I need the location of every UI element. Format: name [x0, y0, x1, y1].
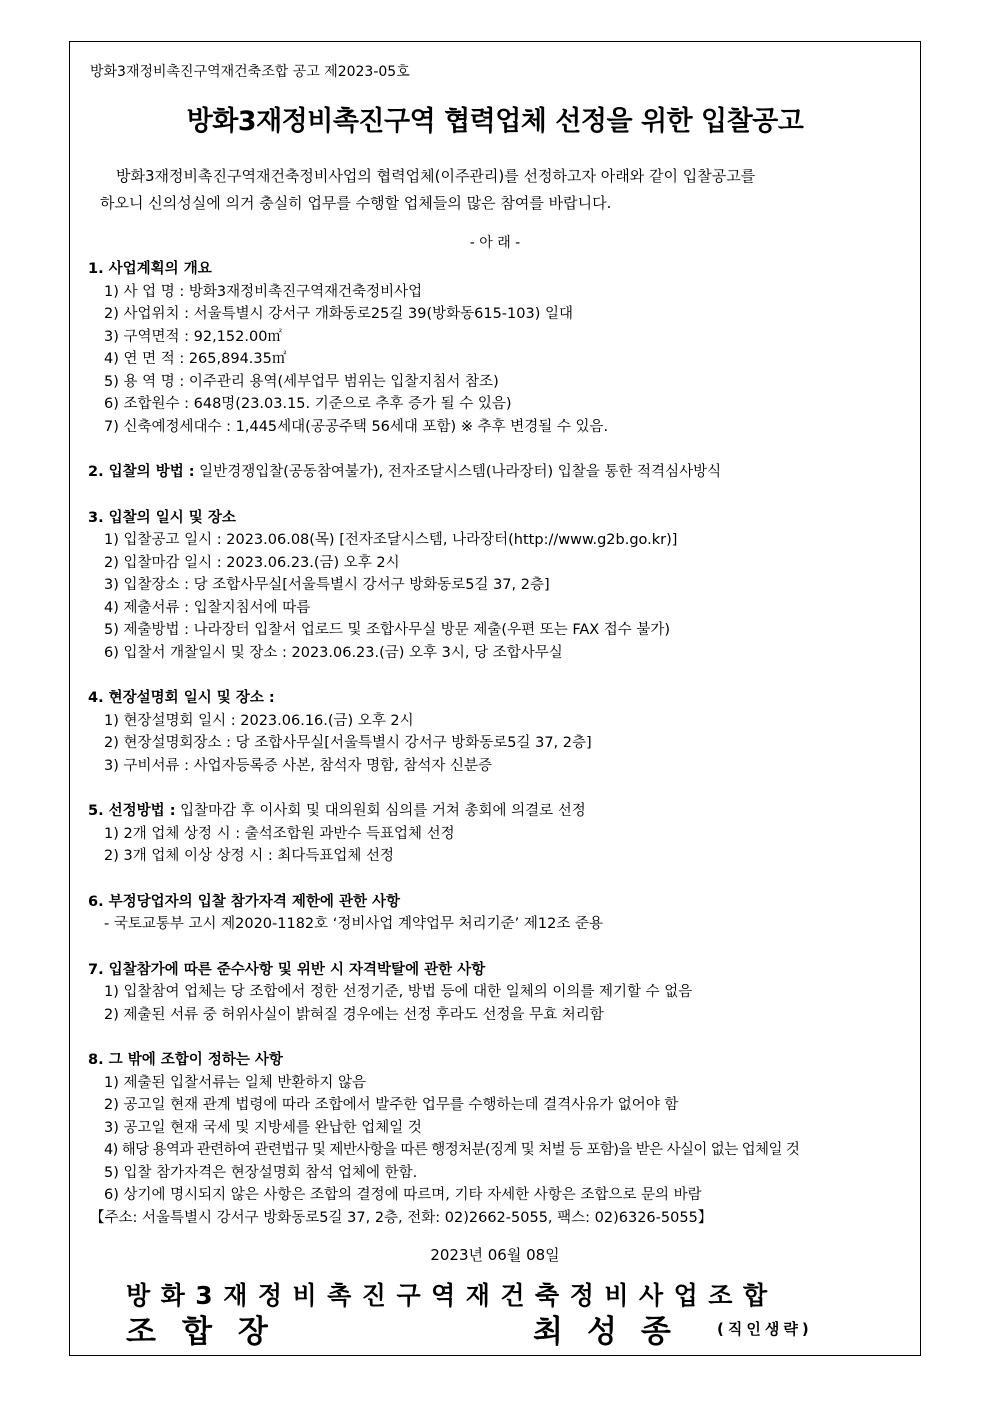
intro-line: 방화3재정비촉진구역재건축정비사업의 협력업체(이주관리)를 선정하고자 아래와 같이 입찰공고를 — [116, 167, 756, 185]
list-item: 3) 구비서류 : 사업자등록증 사본, 참석자 명함, 참석자 신분증 — [104, 757, 493, 774]
list-item: 4) 제출서류 : 입찰지침서에 따름 — [104, 599, 311, 616]
section-divider-label: - 아 래 - — [469, 235, 521, 251]
list-item: 4) 연 면 적 : 265,894.35㎡ — [104, 351, 287, 367]
section-heading-row — [88, 461, 910, 484]
list-item: 3) 입찰장소 : 당 조합사무실[서울특별시 강서구 방화동로5길 37, 2층] — [104, 577, 550, 593]
list-item: 1) 2개 업체 상정 시 : 출석조합원 과반수 득표업체 선정 — [104, 825, 455, 842]
list-item: 2) 현장설명회장소 : 당 조합사무실[서울특별시 강서구 방화동로5길 37, 2층] — [104, 735, 592, 751]
list-item: 7) 신축예정세대수 : 1,445세대(공공주택 56세대 포함) ※ 추후 변경될 수 있음. — [104, 418, 609, 435]
list-item: 4) 해당 용역과 관련하여 관련법규 및 제반사항을 따른 행정처분(징계 및 처벌 등 포함)을 받은 사실이 없는 업체일 것 — [104, 1142, 800, 1158]
list-item: 1) 입찰공고 일시 : 2023.06.08(목) [전자조달시스템, 나라장터(http://www.g2b.go.kr)] — [104, 532, 678, 548]
section-heading: 7. 입찰참가에 따른 준수사항 및 위반 시 자격박탈에 관한 사항 — [88, 961, 486, 978]
section-heading-text: 일반경쟁입찰(공동참여불가), 전자조달시스템(나라장터) 입찰을 통한 적격심사방식 — [194, 464, 722, 480]
ceo-name: 최성종 — [533, 1314, 695, 1350]
list-item: 2) 공고일 현재 관계 법령에 따라 조합에서 발주한 업무를 수행하는데 결격사유가 없어야 함 — [104, 1097, 679, 1113]
list-item: 2) 제출된 서류 중 허위사실이 밝혀질 경우에는 선정 후라도 선정을 무효 처리함 — [104, 1006, 604, 1023]
section-heading: 1. 사업계획의 개요 — [88, 261, 212, 277]
list-item: 1) 현장설명회 일시 : 2023.06.16.(금) 오후 2시 — [104, 712, 414, 729]
section-heading: 5. 선정방법 : — [88, 803, 176, 819]
list-item: 2) 사업위치 : 서울특별시 강서구 개화동로25길 39(방화동615-103) 일대 — [104, 306, 573, 322]
section-heading-row — [88, 800, 910, 823]
list-item: 2) 3개 업체 이상 상정 시 : 최다득표업체 선정 — [104, 848, 394, 864]
list-item: 3) 구역면적 : 92,152.00㎡ — [104, 328, 282, 345]
section-heading: 3. 입찰의 일시 및 장소 — [88, 509, 236, 526]
list-item: 1) 사 업 명 : 방화3재정비촉진구역재건축정비사업 — [104, 283, 423, 300]
section-heading: 2. 입찰의 방법 : — [88, 464, 195, 480]
list-item: 3) 공고일 현재 국세 및 지방세를 완납한 업체일 것 — [104, 1119, 422, 1136]
list-item: 5) 입찰 참가자격은 현장설명회 참석 업체에 한함. — [104, 1164, 418, 1181]
list-item: 5) 제출방법 : 나라장터 입찰서 업로드 및 조합사무실 방문 제출(우편 또는 FAX 접수 불가) — [104, 622, 671, 638]
page-title: 방화3재정비촉진구역 협력업체 선정을 위한 입찰공고 — [186, 106, 804, 137]
intro-line: 하오니 신의성실에 의거 충실히 업무를 수행할 업체들의 많은 참여를 바랍니다. — [100, 194, 612, 212]
notice-body — [88, 258, 910, 1229]
list-item: 1) 입찰참여 업체는 당 조합에서 정한 선정기준, 방법 등에 대한 일체의 이의를 제기할 수 없음 — [104, 984, 693, 1000]
notice-date: 2023년 06월 08일 — [430, 1246, 560, 1264]
list-item: - 국토교통부 고시 제2020-1182호 ‘정비사업 계약업무 처리기준’ 제12조 준용 — [104, 916, 603, 932]
list-item: 5) 용 역 명 : 이주관리 용역(세부업무 범위는 입찰지침서 참조) — [104, 373, 499, 390]
ceo-title: 조합장 — [126, 1314, 294, 1350]
section-heading: 8. 그 밖에 조합이 정하는 사항 — [88, 1052, 283, 1068]
notice-number: 방화3재정비촉진구역재건축조합 공고 제2023-05호 — [90, 64, 410, 80]
section-heading: 4. 현장설명회 일시 및 장소 : — [88, 690, 275, 706]
intro-paragraph — [100, 163, 900, 217]
list-item: 1) 제출된 입찰서류는 일체 반환하지 않음 — [104, 1074, 367, 1091]
contact-info: 【주소: 서울특별시 강서구 방화동로5길 37, 2층, 전화: 02)2662-5055, 팩스: 02)6326-5055】 — [90, 1209, 713, 1226]
list-item: 2) 입찰마감 일시 : 2023.06.23.(금) 오후 2시 — [104, 554, 400, 571]
section-heading: 6. 부정당업자의 입찰 참가자격 제한에 관한 사항 — [88, 893, 401, 910]
section-heading-text: 입찰마감 후 이사회 및 대의원회 심의를 거쳐 총회에 의결로 선정 — [175, 803, 586, 819]
organization-name: 방화3재정비촉진구역재건축정비사업조합 — [126, 1281, 778, 1310]
list-item: 6) 조합원수 : 648명(23.03.15. 기준으로 추후 증가 될 수 있음) — [104, 396, 512, 412]
list-item: 6) 상기에 명시되지 않은 사항은 조합의 결정에 따르며, 기타 자세한 사항은 조합으로 문의 바람 — [104, 1187, 702, 1203]
seal-note: (직인생략) — [717, 1320, 813, 1338]
list-item: 6) 입찰서 개찰일시 및 장소 : 2023.06.23.(금) 오후 3시, 당 조합사무실 — [104, 644, 563, 661]
